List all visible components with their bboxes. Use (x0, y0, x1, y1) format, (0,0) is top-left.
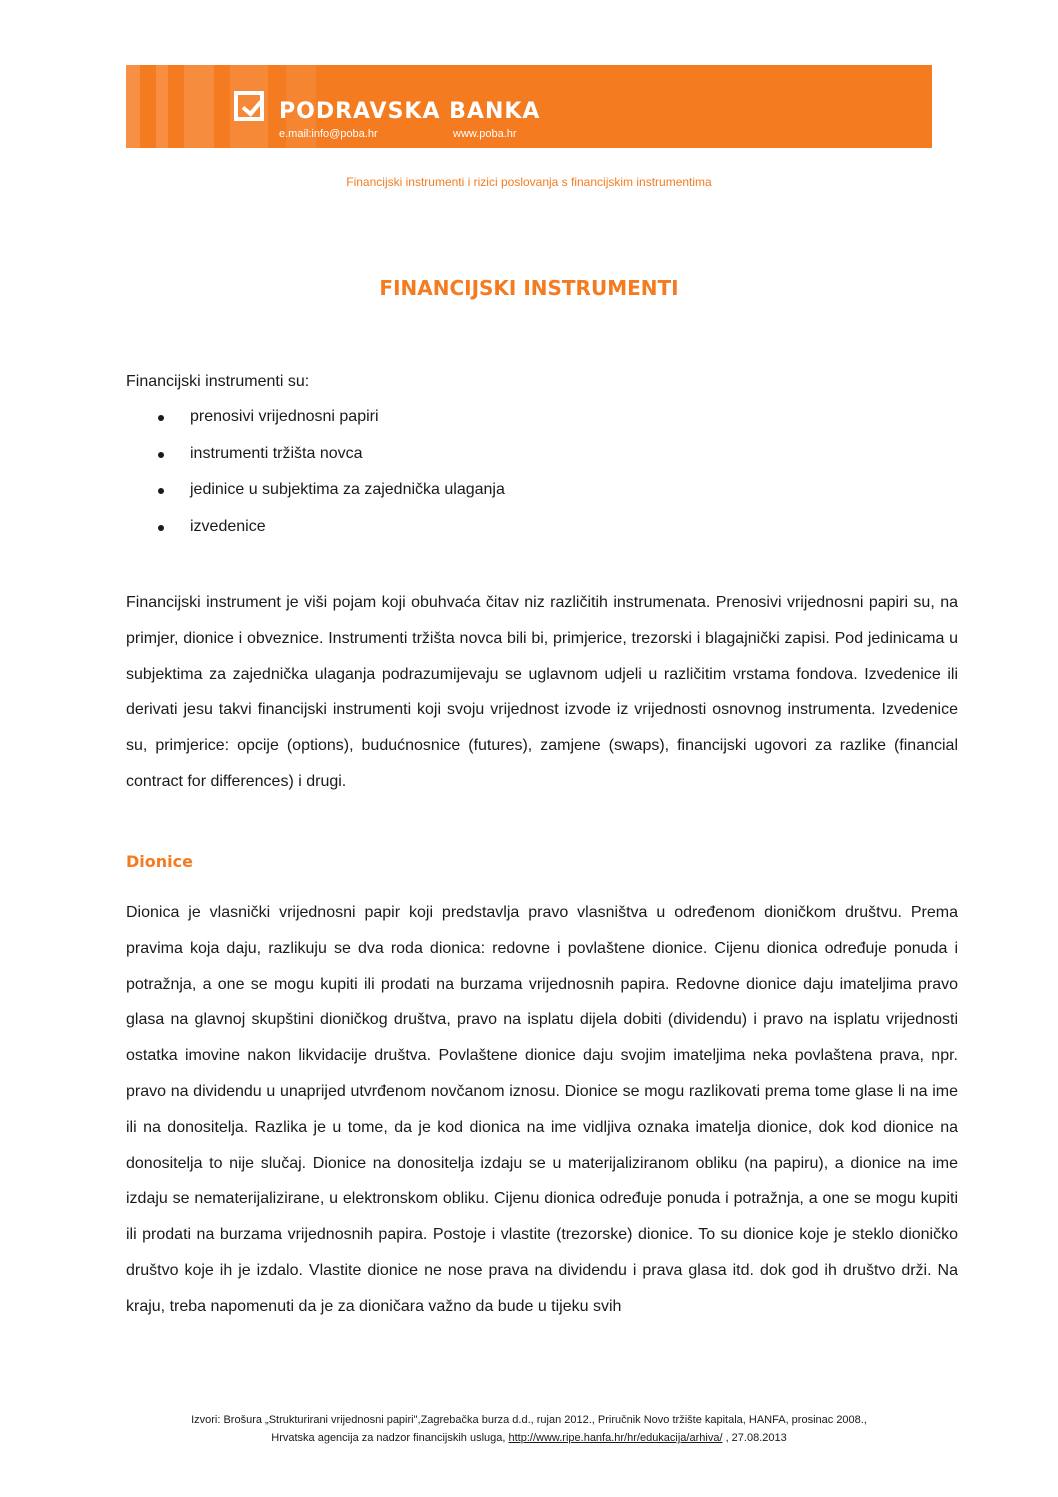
list-item-text: instrumenti tržišta novca (190, 444, 363, 462)
bank-website: www.poba.hr (453, 128, 517, 140)
bullet-icon (158, 525, 164, 531)
footer-source-link[interactable]: http://www.ripe.hanfa.hr/hr/edukacija/arhiva/ (508, 1432, 723, 1444)
list-item (126, 518, 505, 555)
list-item (126, 408, 505, 445)
footer-agency-text: Hrvatska agencija za nadzor financijskih usluga, (271, 1432, 509, 1444)
list-item-text: jedinice u subjektima za zajednička ulaganja (190, 481, 505, 498)
paragraph-dionice: Dionica je vlasnički vrijednosni papir koji predstavlja pravo vlasništva u određenom dioničkom društvu. Prema pravima koja daju, razlikuju se dva roda dionica: redovne i povlaštene dionice. Cijenu dionica određuje ponuda i potražnja, a one se mogu kupiti ili prodati na burzama vrijednosnih papira. Redovne dionice daju imateljima pravo glasa na glavnoj skupštini dioničkog društva, pravo na isplatu dijela dobiti (dividendu) i pravo na isplatu vrijednosti ostatka imovine nakon likvidacije društva. Povlaštene dionice daju svojim imateljima neka povlaštena prava, npr. pravo na dividendu u unaprijed utvrđenom novčanom iznosu. Dionice se mogu razlikovati prema tome glase li na ime ili na donositelja. Razlika je u tome, da je kod dionica na ime vidljiva oznaka imatelja dionice, dok kod dionice na donositelja to nije slučaj. Dionice na donositelja izdaju se u materijaliziranom obliku (na papiru), a dionice na ime izdaju se nematerijalizirane, u elektronskom obliku. Cijenu dionica određuje ponuda i potražnja, a one se mogu kupiti ili prodati na burzama vrijednosnih papira. Postoje i vlastite (trezorske) dionice. To su dionice koje je steklo dioničko društvo koje ih je izdalo. Vlastite dionice ne nose prava na dividendu i prava glasa itd. dok god ih društvo drži. Na kraju, treba napomenuti da je za dioničara važno da bude u tijeku svih (126, 904, 958, 1315)
check-box-logo-icon (234, 91, 264, 121)
list-item (126, 481, 505, 518)
footer-agency-line (0, 1429, 1058, 1447)
intro-text: Financijski instrumenti su: (126, 373, 310, 390)
footer-date: , 27.08.2013 (722, 1432, 787, 1444)
bank-email: e.mail:info@poba.hr (279, 128, 378, 140)
list-item-text: izvedenice (190, 517, 266, 535)
paragraph-financial-instruments: Financijski instrument je viši pojam koji obuhvaća čitav niz različitih instrumenata. Prenosivi vrijednosni papiri su, na primjer, dionice i obveznice. Instrumenti tržišta novca bili bi, primjerice, trezorski i blagajnički zapisi. Pod jedinicama u subjektima za zajednička ulaganja podrazumijevaju se uglavnom udjeli u različitim vrstama fondova. Izvedenice ili derivati jesu takvi financijski instrumenti koji svoju vrijednost izvode iz vrijednosti osnovnog instrumenta. Izvedenice su, primjerice: opcije (options), budućnosnice (futures), zamjene (swaps), financijski ugovori za razlike (financial contract for differences) i drugi. (126, 594, 958, 790)
document-title: FINANCIJSKI INSTRUMENTI (379, 276, 679, 300)
footer-sources-line: Izvori: Brošura „Strukturirani vrijednosni papiri",Zagrebačka burza d.d., rujan 2012., Priručnik Novo tržište kapitala, HANFA, prosinac 2008., (191, 1414, 867, 1426)
page-footer (0, 1411, 1058, 1447)
bullet-icon (158, 452, 164, 458)
header-banner (126, 65, 932, 148)
section-heading-dionice: Dionice (126, 852, 193, 871)
list-item (126, 445, 505, 482)
list-item-text: prenosivi vrijednosni papiri (190, 408, 379, 425)
bank-name: PODRAVSKA BANKA (279, 99, 541, 124)
instrument-list (126, 408, 505, 554)
banner-stripe (126, 65, 140, 148)
banner-stripe (156, 65, 168, 148)
banner-stripe (184, 65, 214, 148)
bullet-icon (158, 415, 164, 421)
bullet-icon (158, 488, 164, 494)
document-subheader: Financijski instrumenti i rizici poslovanja s financijskim instrumentima (346, 175, 712, 189)
